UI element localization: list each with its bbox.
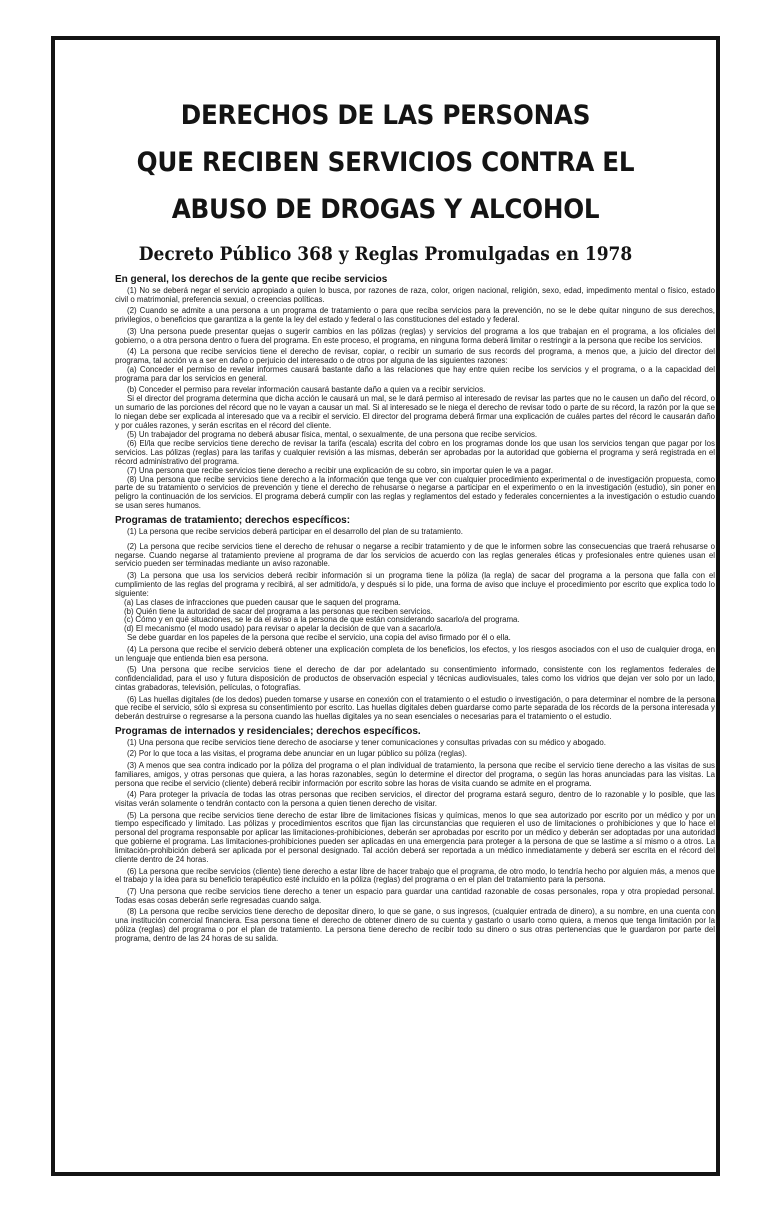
paragraph: (6) Las huellas digitales (de los dedos) pueden tomarse y usarse en conexión con el tratamiento o el estudio o investigación, o para determinar el nombre de la persona que recibe el servicio, sólo si expresa su consentimiento por escrito. Las huellas digitales deben guardarse como parte separada de los récords de la persona interesada y deberán destruirse o regresarse a la persona cuando las huellas digitales ya no sean esenciales o necesarias para el tratamiento o el estudio. (115, 694, 715, 722)
paragraph: (4) Para proteger la privacía de todas las otras personas que reciben servicios, el director del programa estará seguro, dentro de lo razonable y lo posible, que las visitas verán solamente o tendrán contacto con la persona a quien tienen derecho de visitar. (115, 790, 715, 809)
paragraph: (a) Conceder el permiso de revelar informes causará bastante daño a las relaciones que hay entre quien recibe los servicios y el programa, o a la capacidad del programa para dar los servicios en general. (115, 365, 715, 383)
paragraph: (1) La persona que recibe servicios deberá participar en el desarrollo del plan de su tratamiento. (127, 526, 463, 536)
paragraph: (3) Una persona puede presentar quejas o sugerir cambios en las pólizas (reglas) y servicios del programa a los que trabajan en el programa, a los oficiales del gobierno, o a otra persona dentro o fuera del programa. En este proceso, el programa, en ninguna forma deberá limitar o restringir a la persona que recibe los servicios. (115, 326, 715, 345)
document-body (115, 271, 715, 947)
paragraph: (6) El/la que recibe servicios tiene derecho de revisar la tarifa (escala) escrita del cobro en los programas donde los que usan los servicios tengan que pagar por los servicios. Las pólizas (reglas) para las tarifas y cualquier revisión a las mismas, deberán ser aprobadas por la autoridad que gobierna el programa y será registrada en el récord administrativo del programa. (115, 438, 715, 466)
paragraph: Se debe guardar en los papeles de la persona que recibe el servicio, una copia del aviso firmado por él o ella. (127, 633, 511, 643)
paragraph: (5) La persona que recibe servicios tiene derecho de estar libre de limitaciones físicas y químicas, menos lo que sea autorizado por escrito por un médico y por un tiempo especificado y limitado. Las pólizas y procedimientos escritos que fijan las circunstancias que requieren el uso de limitaciones o prohibiciones y que lo hace el personal del programa responsable por aplicar las limitaciones-prohibiciones, deberán ser aprobadas por escrito por un médico y deberán ser adoptadas por una autoridad que gobierne el programa. Las limitaciones-prohibiciones pueden ser aplicadas en una emergencia para proteger a la persona de que se lastime a sí mismo o a otros. La limitación-prohibición deberá ser aplicada por el personal designado. Tal acción deberá ser reportada a un médico inmediatamente y deberá ser escrita en el récord del cliente dentro de 24 horas. (115, 810, 715, 865)
paragraph: (3) La persona que usa los servicios deberá recibir información si un programa tiene la póliza (la regla) de sacar del programa a la persona que falla con el cumplimiento de las reglas del programa y recibirá, al ser admitido/a, y después si lo pide, una forma de aviso que incluye el procedimiento por escrito que explica todo lo siguiente: (115, 570, 715, 598)
paragraph: Si el director del programa determina que dicha acción le causará un mal, se le dará permiso al interesado de revisar las partes que no le causen un daño del récord, o un sumario de las porciones del récord que no le vayan a causar un mal. Si al interesado se le niega el derecho de revisar todo o parte de su récord, la razón por la que se lo niegan debe ser explicada al interesado que va a recibir el servicio. El director del programa deberá firmar una explicación de cuáles partes del récord le causarán daño y por cuáles razones, y serán escritas en el récord del cliente. (115, 394, 715, 431)
title-line-3: ABUSO DE DROGAS Y ALCOHOL (171, 194, 600, 225)
paragraph: (4) La persona que recibe servicios tiene el derecho de revisar, copiar, o recibir un sumario de sus records del programa, a menos que, a juicio del director del programa, tal acción va a ser en daño o perjuicio del interesado o de otros por alguna de las siguientes razones: (115, 347, 715, 366)
section-heading-treatment: Programas de tratamiento; derechos específicos: (115, 514, 351, 526)
title-line-2: QUE RECIBEN SERVICIOS CONTRA EL (136, 147, 635, 178)
list-item: (a) Las clases de infracciones que pueden causar que le saquen del programa. (124, 597, 401, 607)
section-heading-general: En general, los derechos de la gente que recibe servicios (115, 274, 388, 285)
title-line-1: DERECHOS DE LAS PERSONAS (180, 100, 591, 131)
paragraph: (1) No se deberá negar el servicio apropiado a quien lo busca, por razones de raza, color, origen nacional, religión, sexo, edad, impedimento mental o físico, estado civil o matrimonial, preferencia sexual, o creencias políticas. (115, 286, 715, 304)
list-item: (d) El mecanismo (el modo usado) para revisar o apelar la decisión de que van a sacarlo/a. (124, 624, 443, 634)
paragraph: (6) La persona que recibe servicios (cliente) tiene derecho a estar libre de hacer trabajo que el programa, de otro modo, lo tendría hecho por alguien más, a menos que el trabajo y la idea para su beneficio terapéutico esté incluído en la póliza (reglas) del programa o en el plan del tratamiento para la persona. (115, 866, 715, 885)
section-heading-residential: Programas de internados y residenciales; derechos específicos. (115, 725, 421, 737)
paragraph: (5) Una persona que recibe servicios tiene el derecho de dar por adelantado su consentimiento informado, consistente con los reglamentos federales de confidencialidad, para el uso y futura disposición de productos de observación especial y técnicas audiovisuales, tales como los vidrios que dejan ver solo por un lado, cintas grabadoras, televisión, películas, o fotografías. (115, 665, 715, 692)
paragraph: (2) Por lo que toca a las visitas, el programa debe anunciar en un lugar público su póliza (reglas). (127, 749, 467, 759)
paragraph: (7) Una persona que recibe servicios tiene derecho a tener un espacio para guardar una cantidad razonable de cosas personales, ropa y otra propiedad personal. Todas esas cosas deberán serle regresadas cuando salga. (115, 886, 715, 905)
document-subtitle: Decreto Público 368 y Reglas Promulgadas en 1978 (138, 244, 633, 265)
paragraph: (4) La persona que recibe el servicio deberá obtener una explicación completa de los beneficios, los efectos, y los riesgos asociados con el uso de cualquier droga, en un lenguaje que entienda bien esa persona. (115, 644, 715, 663)
paragraph: (2) La persona que recibe servicios tiene el derecho de rehusar o negarse a recibir tratamiento y de que le informen sobre las consecuencias que traerá rehusarse o negarse. Cuando negarse al tratamiento previene al programa de dar los servicios de acuerdo con las reglas generales éticas y profesionales entre quienes usan el servicio pueden ser terminadas mediante un aviso razonable. (115, 541, 715, 569)
list-item: (b) Quién tiene la autoridad de sacar del programa a las personas que reciben servicios. (124, 606, 433, 616)
document-title (55, 92, 716, 233)
paragraph: (b) Conceder el permiso para revelar información causará bastante daño a quien va a recibir servicios. (127, 385, 486, 395)
paragraph: (7) Una persona que recibe servicios tiene derecho a recibir una explicación de su cobro, sin importar quien le va a pagar. (127, 465, 553, 475)
list-item: (c) Cómo y en qué situaciones, se le da el aviso a la persona de que están considerando sacarlo/a del programa. (124, 615, 520, 625)
paragraph: (5) Un trabajador del programa no deberá abusar física, mental, o sexualmente, de una persona que recibe servicios. (127, 429, 538, 439)
paragraph: (3) A menos que sea contra indicado por la póliza del programa o el plan individual de tratamiento, la persona que recibe el servicio tiene derecho a las visitas de sus familiares, amigos, y otras personas que quiera, a las horas razonables, según lo determine el director del programa, o según las horas anunciadas para las visitas. La persona que recibe el servicio (cliente) deberá recibir información por escrito sobre las horas de visita cuando se admite en el programa. (115, 760, 715, 788)
document-frame (51, 36, 720, 1176)
paragraph: (8) La persona que recibe servicios tiene derecho de depositar dinero, lo que se gane, o sus ingresos, (cualquier entrada de dinero), a su nombre, en una cuenta con una institución comercial financiera. Esa persona tiene el derecho de obtener dinero de su cuenta y gastarlo o usarlo como quiera, a menos que tenga limitación por la póliza (reglas) del programa o por el plan de tratamiento. La persona tiene derecho de recibir todo su dinero o sus otras pertenencias que le guardaron por parte del programa, dentro de las 24 horas de su salida. (115, 907, 715, 944)
paragraph: (1) Una persona que recibe servicios tiene derecho de asociarse y tener comunicaciones y consultas privadas con su médico y abogado. (127, 737, 606, 747)
paragraph: (2) Cuando se admite a una persona a un programa de tratamiento o para que reciba servicios para la prevención, no se le debe quitar ninguno de sus derechos, privilegios, o beneficios que garantiza a la gente la ley del estado y federal o las constituciones del estado y federal. (115, 306, 715, 325)
paragraph: (8) Una persona que recibe servicios tiene derecho a la información que tenga que ver con cualquier procedimiento experimental o de investigación propuesta, como parte de su tratamiento o servicios de prevención y tiene el derecho de rehusarse o negarse a participar en el experimento o en la investigación (estudio), sin poner en peligro la continuación de los servicios. El programa deberá cumplir con las reglas y reglamentos del estado y federales concernientes a la investigación o estudio cuando se usan seres humanos. (115, 474, 715, 511)
